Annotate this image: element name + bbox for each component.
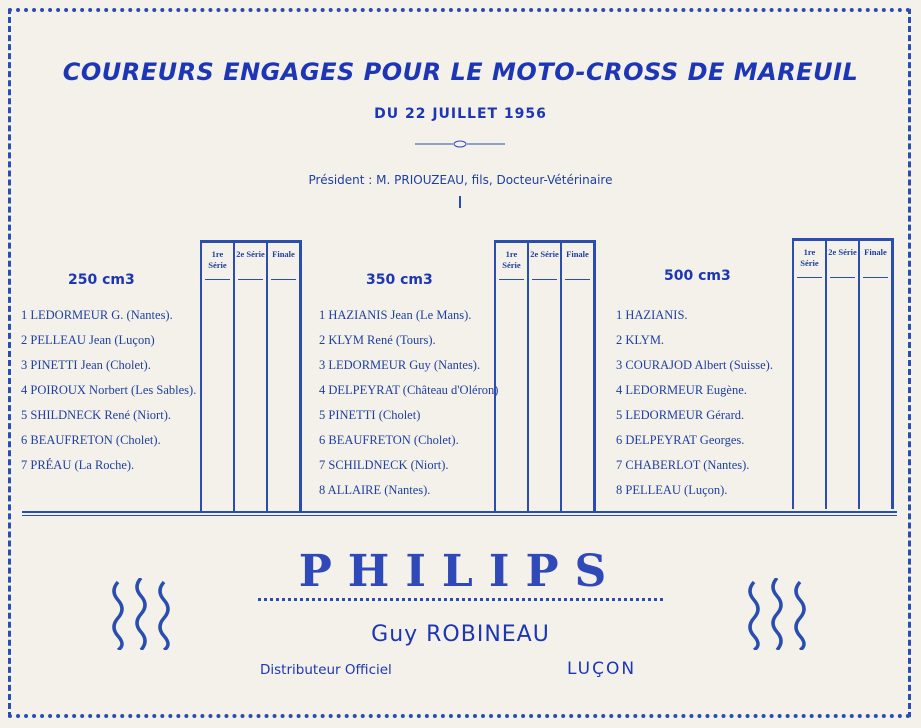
brand-name: PHILIPS (298, 546, 623, 597)
score-columns (494, 240, 596, 511)
page-title: COUREURS ENGAGES POUR LE MOTO-CROSS DE MAREUIL (62, 58, 859, 86)
list-item: 8 ALLAIRE (Nantes). (319, 483, 431, 497)
president-line: Président : M. PRIOUZEAU, fils, Docteur-Vétérinaire (308, 173, 613, 187)
racer-list (616, 303, 773, 503)
category-500 (614, 240, 904, 510)
list-item: 4 DELPEYRAT (Château d'Oléron) (319, 383, 499, 397)
racer-list (21, 303, 196, 478)
dealer-name: Guy ROBINEAU (371, 622, 550, 647)
center-tick (455, 196, 465, 208)
event-date: DU 22 JUILLET 1956 (374, 106, 547, 122)
column-finale: Finale (266, 243, 302, 511)
column-serie-2: 2e Série (825, 241, 858, 509)
list-item: 8 PELLEAU (Luçon). (616, 483, 728, 497)
brand-underline (258, 598, 663, 607)
list-item: 7 CHABERLOT (Nantes). (616, 458, 750, 472)
list-item: 5 PINETTI (Cholet) (319, 408, 421, 422)
list-item: 3 PINETTI Jean (Cholet). (21, 358, 151, 372)
category-title: 250 cm3 (68, 272, 135, 288)
category-title: 500 cm3 (664, 268, 731, 284)
column-serie-1: 1re Série (792, 241, 825, 509)
list-item: 2 KLYM René (Tours). (319, 333, 436, 347)
column-serie-1: 1re Série (200, 243, 233, 511)
list-item: 5 LEDORMEUR Gérard. (616, 408, 745, 422)
score-columns (200, 240, 302, 511)
column-finale: Finale (560, 243, 596, 511)
list-item: 3 COURAJOD Albert (Suisse). (616, 358, 773, 372)
list-item: 1 LEDORMEUR G. (Nantes). (21, 308, 173, 322)
list-item: 6 DELPEYRAT Georges. (616, 433, 745, 447)
category-title: 350 cm3 (366, 272, 433, 288)
list-item: 6 BEAUFRETON (Cholet). (21, 433, 161, 447)
list-item: 7 PRÉAU (La Roche). (21, 458, 135, 472)
list-item: 4 LEDORMEUR Eugène. (616, 383, 747, 397)
list-item: 4 POIROUX Norbert (Les Sables). (21, 383, 197, 397)
column-serie-2: 2e Série (233, 243, 266, 511)
list-item: 5 SHILDNECK René (Niort). (21, 408, 171, 422)
list-item: 7 SCHILDNECK (Niort). (319, 458, 449, 472)
list-item: 6 BEAUFRETON (Cholet). (319, 433, 459, 447)
column-serie-1: 1re Série (494, 243, 527, 511)
category-250 (18, 240, 308, 510)
score-columns (792, 238, 894, 509)
dealer-role: Distributeur Officiel (260, 662, 392, 678)
section-divider (22, 511, 897, 516)
list-item: 2 KLYM. (616, 333, 665, 347)
ornament-divider (415, 139, 505, 149)
racer-list (319, 303, 498, 503)
category-350 (316, 240, 606, 510)
column-serie-2: 2e Série (527, 243, 560, 511)
list-item: 2 PELLEAU Jean (Luçon) (21, 333, 155, 347)
dealer-town: LUÇON (567, 659, 637, 679)
list-item: 3 LEDORMEUR Guy (Nantes). (319, 358, 481, 372)
list-item: 1 HAZIANIS. (616, 308, 688, 322)
column-finale: Finale (858, 241, 894, 509)
list-item: 1 HAZIANIS Jean (Le Mans). (319, 308, 472, 322)
